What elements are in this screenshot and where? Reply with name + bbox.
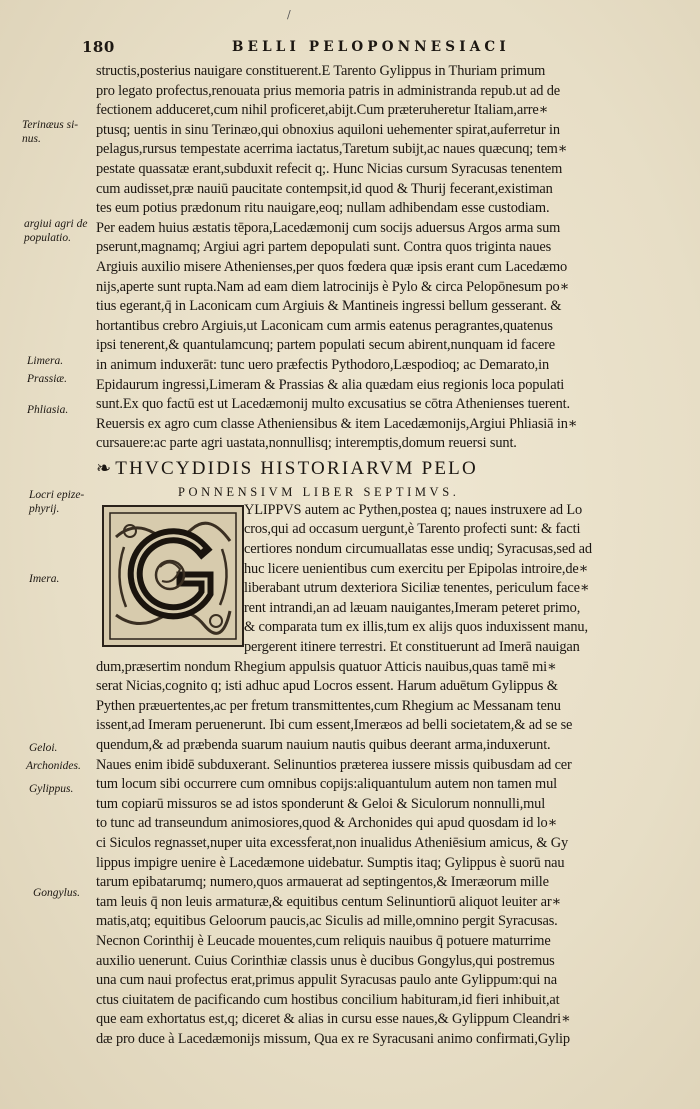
- dropcap-section: [96, 501, 656, 658]
- text-line: pestate quassatæ erant,subduxit refecit q;. Hunc Nicias cursum Syracusas tenentem: [96, 160, 563, 177]
- text-line: hortantibus crebro Argiuis,ut Laconicam cum armis eatenus peragrantes,quatenus: [96, 317, 553, 334]
- text-line: Necnon Corinthij è Leucade mouentes,cum reliquis nauibus q̄ potuere maturrime: [96, 932, 551, 949]
- text-line: una cum naui profectus erat,primus appulit Syracusas paulo ante Gylippum:qui na: [96, 972, 557, 989]
- text-line: nijs,aperte sunt rupta.Nam ad eam diem latrocinijs è Pylo & circa Pelopōnesum po∗: [96, 278, 570, 295]
- chapter-subtitle: PONNENSIVM LIBER SEPTIMVS.: [178, 484, 460, 499]
- text-line: pserunt,magnamq; Argiui agri partem depopulati sunt. Contra quos triginta naues: [96, 239, 552, 256]
- chapter-title-line: [96, 459, 656, 483]
- text-line: tam leuis q̄ non leuis armaturæ,& equitibus centum Selinuntiorū aliquot leuiter ar∗: [96, 893, 562, 910]
- text-line: dæ pro duce à Lacedæmonijs missum, Qua ex re Syracusani animo confirmati,Gylip: [96, 1030, 570, 1047]
- text-line: issent,ad Imeram peruenerunt. Ibi cum essent,Imeræos ad belli societatem,& ad se se: [96, 717, 573, 734]
- margin-note-gongylus: Gongylus.: [33, 887, 80, 899]
- decorated-initial-g-icon: [102, 505, 244, 647]
- text-line: Per eadem huius æstatis tēpora,Lacedæmonij cum socijs aduersus Argos arma sum: [96, 219, 561, 236]
- text-line: cros,qui ad occasum uergunt,è Tarento profecti sunt: & facti: [244, 521, 581, 538]
- margin-note-phliasia: Phliasia.: [27, 404, 69, 416]
- text-line: in animum induxerāt: tunc uero præfectis Pythodoro,Læspodioq; ac Demarato,in: [96, 356, 550, 373]
- text-line: quendum,& ad præbenda suarum nauium nautis quibus deerant arma,induxerunt.: [96, 737, 551, 753]
- margin-note-locri: Locri epize- phyrij.: [29, 489, 85, 515]
- text-line: auxilio uenerunt. Cuius Corinthiæ classis unus è ducibus Gongylus,qui postremus: [96, 952, 555, 969]
- text-line: cum audisset,præ nauiū paucitate contempsit,id quod & Thurij fecerant,existiman: [96, 180, 553, 197]
- page-number: 180: [82, 38, 115, 56]
- text-line: structis,posterius nauigare constituerent.E Tarento Gylippus in Thuriam primum: [96, 63, 546, 79]
- text-line: Reuersis ex agro cum classe Atheniensibus & item Lacedæmonijs,Argiui Phliasiā in∗: [96, 415, 578, 432]
- margin-note-gylippus: Gylippus.: [29, 783, 74, 795]
- text-line: dum,præsertim nondum Rhegium appulsis quatuor Atticis nauibus,quas tamē mi∗: [96, 658, 557, 675]
- margin-note-imera: Imera.: [29, 573, 60, 585]
- text-line: pro legato profectus,renouata prius memoria patris in administranda repub.ut ad de: [96, 82, 561, 99]
- text-line: liberabant utrum dexteriora Siciliæ tenentes, periculum face∗: [244, 580, 590, 597]
- text-line: ptusq; uentis in sinu Terinæo,qui obnoxius aquiloni uehementer spirat,auferretur in: [96, 121, 560, 138]
- text-line: que eam exhortatus est,q; diceret & alias in cursu esse naues,& Gylippum Cleandri∗: [96, 1011, 571, 1028]
- text-line: Naues enim ibidē subduxerant. Selinuntios præterea iussere missis quibusdam ad cer: [96, 756, 572, 773]
- margin-note-archonides: Archonides.: [26, 760, 81, 772]
- chapter-title: THVCYDIDIS HISTORIARVM PELO: [115, 457, 478, 479]
- text-line: ipsi tenerent,& quantulamcunq; partem populati secum abirent,nunquam id facere: [96, 337, 556, 354]
- fleuron-icon: ❧: [96, 457, 114, 478]
- text-line: serat Nicias,cognito q; isti adhuc apud Locros essent. Harum aduētum Gylippus &: [96, 678, 558, 695]
- text-line: huc licere uenientibus cum exercitu per Epipolas introire,de∗: [244, 560, 589, 577]
- text-line: certiores nondum circumuallatas esse undiq; Syracusas,sed ad: [244, 541, 592, 558]
- text-block: [96, 62, 656, 1050]
- text-line: tius egerant,q̄ in Laconicam cum Argiuis & Mantineis ingressi bellum gesserant. &: [96, 298, 562, 315]
- text-line: rent intrandi,an ad læuam nauigantes,Imeram peteret primo,: [244, 599, 581, 616]
- margin-note-limera: Limera.: [27, 355, 64, 367]
- chapter-heading: [96, 459, 656, 501]
- paragraph-3: [96, 658, 656, 1050]
- stray-mark: /: [287, 8, 291, 21]
- text-line: & comparata tum ex illis,tum ex alijs quos induxissent manu,: [244, 619, 588, 636]
- text-line: matis,atq; equitibus Geloorum paucis,ac Siculis ad mille,omnino pergit Syracusas.: [96, 913, 558, 930]
- margin-note-prassiae: Prassiæ.: [27, 373, 67, 385]
- text-line: fectionem adduceret,cum nihil proficeret,abijt.Cum præteruheretur Italiam,arre∗: [96, 102, 549, 119]
- margin-note-argiui: argiui agri de populatio.: [24, 218, 88, 244]
- text-line: tum copiarū missuros se ad istos sponderunt & Geloi & Siculorum nonnulli,mul: [96, 795, 546, 812]
- text-line: Pythen præuertentes,ac per fretum transmittentes,cum Rhegium ac Messanam tenu: [96, 697, 561, 714]
- paragraph-1: [96, 62, 656, 219]
- text-line: ci Siculos regnasset,nuper uita excessferat,non inualidus Atheniēsium amicus, & Gy: [96, 834, 569, 851]
- paragraph-2: [96, 219, 656, 454]
- text-line: pelagus,rursus tempestate acerrima iactatus,Taretum subijt,ac naues quæcunq; tem∗: [96, 141, 568, 158]
- text-line: pergerent itinere terrestri. Et constituerunt ad Imerā nauigan: [244, 639, 580, 656]
- text-line: to tunc ad transeundum animosiores,quod & Archonides qui apud quosdam id lo∗: [96, 815, 558, 832]
- running-head: BELLI PELOPONNESIACI: [232, 39, 510, 55]
- text-line: lippus impigre uenire è Lacedæmone uidebatur. Sumptis itaq; Gylippus è suorū nau: [96, 854, 565, 871]
- text-line: cursauere:ac parte agri uastata,nonnullisq; interemptis,domum reuersi sunt.: [96, 435, 517, 452]
- margin-note-terinaeus: Terinæus si- nus.: [22, 119, 79, 145]
- text-line: Epidaurum ingressi,Limeram & Prassias & alia quædam eius regionis loca populati: [96, 376, 565, 393]
- page-header: [82, 38, 642, 58]
- text-line: Argiuis auxilio misere Athenienses,per quos fœdera quæ ipsis erant cum Lacedæmo: [96, 258, 568, 275]
- text-line: ctus ciuitatem de pacificando cum hostibus concilium habituram,id fieri inhibuit,at: [96, 991, 560, 1008]
- text-line: tarum epibatarumq; numero,quos armauerat ad septingentos,& Imeræorum mille: [96, 874, 549, 891]
- margin-note-geloi: Geloi.: [29, 742, 58, 754]
- text-line: sunt.Ex quo factū est ut Lacedæmonij multo excusatius se cōtra Athenienses tuerent.: [96, 396, 570, 413]
- text-line: tes eum potius prædonum ritu nauigare,eoq; nullam adhibendam esse custodiam.: [96, 200, 550, 217]
- text-line: YLIPPVS autem ac Pythen,postea q; naues instruxere ad Lo: [244, 501, 583, 518]
- text-line: tum locum sibi occurrere cum omnibus copijs:aliquantulum autem non tamen mul: [96, 776, 557, 793]
